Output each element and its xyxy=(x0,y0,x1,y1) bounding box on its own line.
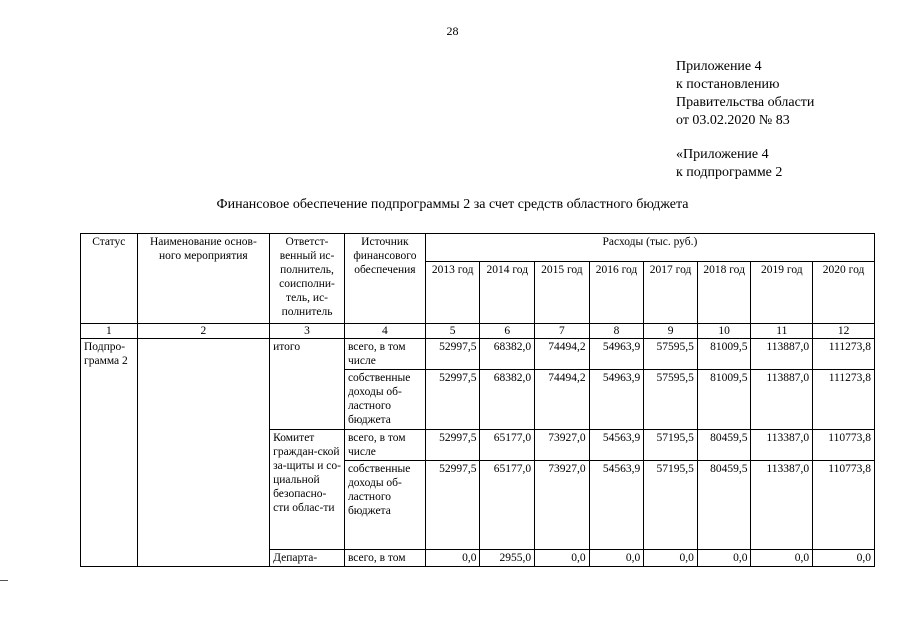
column-number: 3 xyxy=(270,324,345,339)
column-number: 1 xyxy=(81,324,138,339)
header-year: 2013 год xyxy=(425,262,480,324)
column-number: 12 xyxy=(813,324,875,339)
value-cell: 54563,9 xyxy=(589,461,644,550)
source-cell: всего, в том числе xyxy=(344,339,425,370)
header-year: 2015 год xyxy=(535,262,590,324)
column-number: 11 xyxy=(751,324,813,339)
header-year: 2017 год xyxy=(644,262,698,324)
column-number: 7 xyxy=(535,324,590,339)
appendix-line: Правительства области xyxy=(676,95,815,110)
column-number: 9 xyxy=(644,324,698,339)
responsible-cell: Комитет граждан-ской за-щиты и со-циальной безопасно-сти облас-ти xyxy=(270,430,345,550)
table-row xyxy=(81,339,875,370)
appendix-spacer xyxy=(676,130,814,146)
value-cell: 110773,8 xyxy=(813,430,875,461)
value-cell: 54963,9 xyxy=(589,339,644,370)
column-number: 2 xyxy=(137,324,269,339)
appendix-line: от 03.02.2020 № 83 xyxy=(676,113,790,128)
value-cell: 57195,5 xyxy=(644,461,698,550)
header-year: 2016 год xyxy=(589,262,644,324)
header-measure: Наименование основ-ного мероприятия xyxy=(137,234,269,324)
value-cell: 0,0 xyxy=(813,550,875,567)
value-cell: 81009,5 xyxy=(697,339,751,370)
value-cell: 73927,0 xyxy=(535,430,590,461)
value-cell: 0,0 xyxy=(535,550,590,567)
header-responsible: Ответст-венный ис-полнитель, соисполни-тель, ис-полнитель xyxy=(270,234,345,324)
value-cell: 0,0 xyxy=(425,550,480,567)
value-cell: 113387,0 xyxy=(751,461,813,550)
value-cell: 73927,0 xyxy=(535,461,590,550)
value-cell: 57595,5 xyxy=(644,339,698,370)
measure-cell xyxy=(137,339,269,567)
header-row xyxy=(81,234,875,262)
source-cell: собственные доходы об-ластного бюджета xyxy=(344,370,425,430)
header-year: 2020 год xyxy=(813,262,875,324)
value-cell: 54963,9 xyxy=(589,370,644,430)
header-status: Статус xyxy=(81,234,138,324)
appendix-line: Приложение 4 xyxy=(676,59,762,74)
column-number: 5 xyxy=(425,324,480,339)
value-cell: 110773,8 xyxy=(813,461,875,550)
financing-table xyxy=(80,233,875,567)
responsible-cell: итого xyxy=(270,339,345,430)
header-year: 2019 год xyxy=(751,262,813,324)
responsible-cell: Департа- xyxy=(270,550,345,567)
appendix-sub-line: «Приложение 4 xyxy=(676,147,769,162)
value-cell: 80459,5 xyxy=(697,430,751,461)
source-cell: собственные доходы об-ластного бюджета xyxy=(344,461,425,550)
header-expenses: Расходы (тыс. руб.) xyxy=(425,234,874,262)
value-cell: 52997,5 xyxy=(425,461,480,550)
source-cell: всего, в том xyxy=(344,550,425,567)
value-cell: 52997,5 xyxy=(425,339,480,370)
header-year: 2018 год xyxy=(697,262,751,324)
column-number: 6 xyxy=(480,324,535,339)
page-number: 28 xyxy=(446,24,459,38)
header-source: Источник финансового обеспечения xyxy=(344,234,425,324)
value-cell: 68382,0 xyxy=(480,370,535,430)
column-number: 4 xyxy=(344,324,425,339)
value-cell: 0,0 xyxy=(644,550,698,567)
status-cell: Подпро-грамма 2 xyxy=(81,339,138,567)
value-cell: 65177,0 xyxy=(480,430,535,461)
value-cell: 57195,5 xyxy=(644,430,698,461)
value-cell: 52997,5 xyxy=(425,370,480,430)
value-cell: 113887,0 xyxy=(751,370,813,430)
document-title: Финансовое обеспечение подпрограммы 2 за счет средств областного бюджета xyxy=(216,197,689,212)
value-cell: 113887,0 xyxy=(751,339,813,370)
appendix-line: к постановлению xyxy=(676,77,780,92)
value-cell: 111273,8 xyxy=(813,339,875,370)
column-number-row xyxy=(81,324,875,339)
value-cell: 74494,2 xyxy=(535,370,590,430)
value-cell: 0,0 xyxy=(697,550,751,567)
value-cell: 2955,0 xyxy=(480,550,535,567)
value-cell: 52997,5 xyxy=(425,430,480,461)
value-cell: 81009,5 xyxy=(697,370,751,430)
value-cell: 0,0 xyxy=(589,550,644,567)
appendix-sub-line: к подпрограмме 2 xyxy=(676,165,783,180)
value-cell: 113387,0 xyxy=(751,430,813,461)
value-cell: 0,0 xyxy=(751,550,813,567)
appendix-header xyxy=(676,58,814,182)
column-number: 8 xyxy=(589,324,644,339)
value-cell: 111273,8 xyxy=(813,370,875,430)
value-cell: 65177,0 xyxy=(480,461,535,550)
value-cell: 57595,5 xyxy=(644,370,698,430)
header-year: 2014 год xyxy=(480,262,535,324)
scan-margin-mark xyxy=(0,580,8,581)
source-cell: всего, в том числе xyxy=(344,430,425,461)
value-cell: 74494,2 xyxy=(535,339,590,370)
value-cell: 54563,9 xyxy=(589,430,644,461)
value-cell: 68382,0 xyxy=(480,339,535,370)
column-number: 10 xyxy=(697,324,751,339)
value-cell: 80459,5 xyxy=(697,461,751,550)
